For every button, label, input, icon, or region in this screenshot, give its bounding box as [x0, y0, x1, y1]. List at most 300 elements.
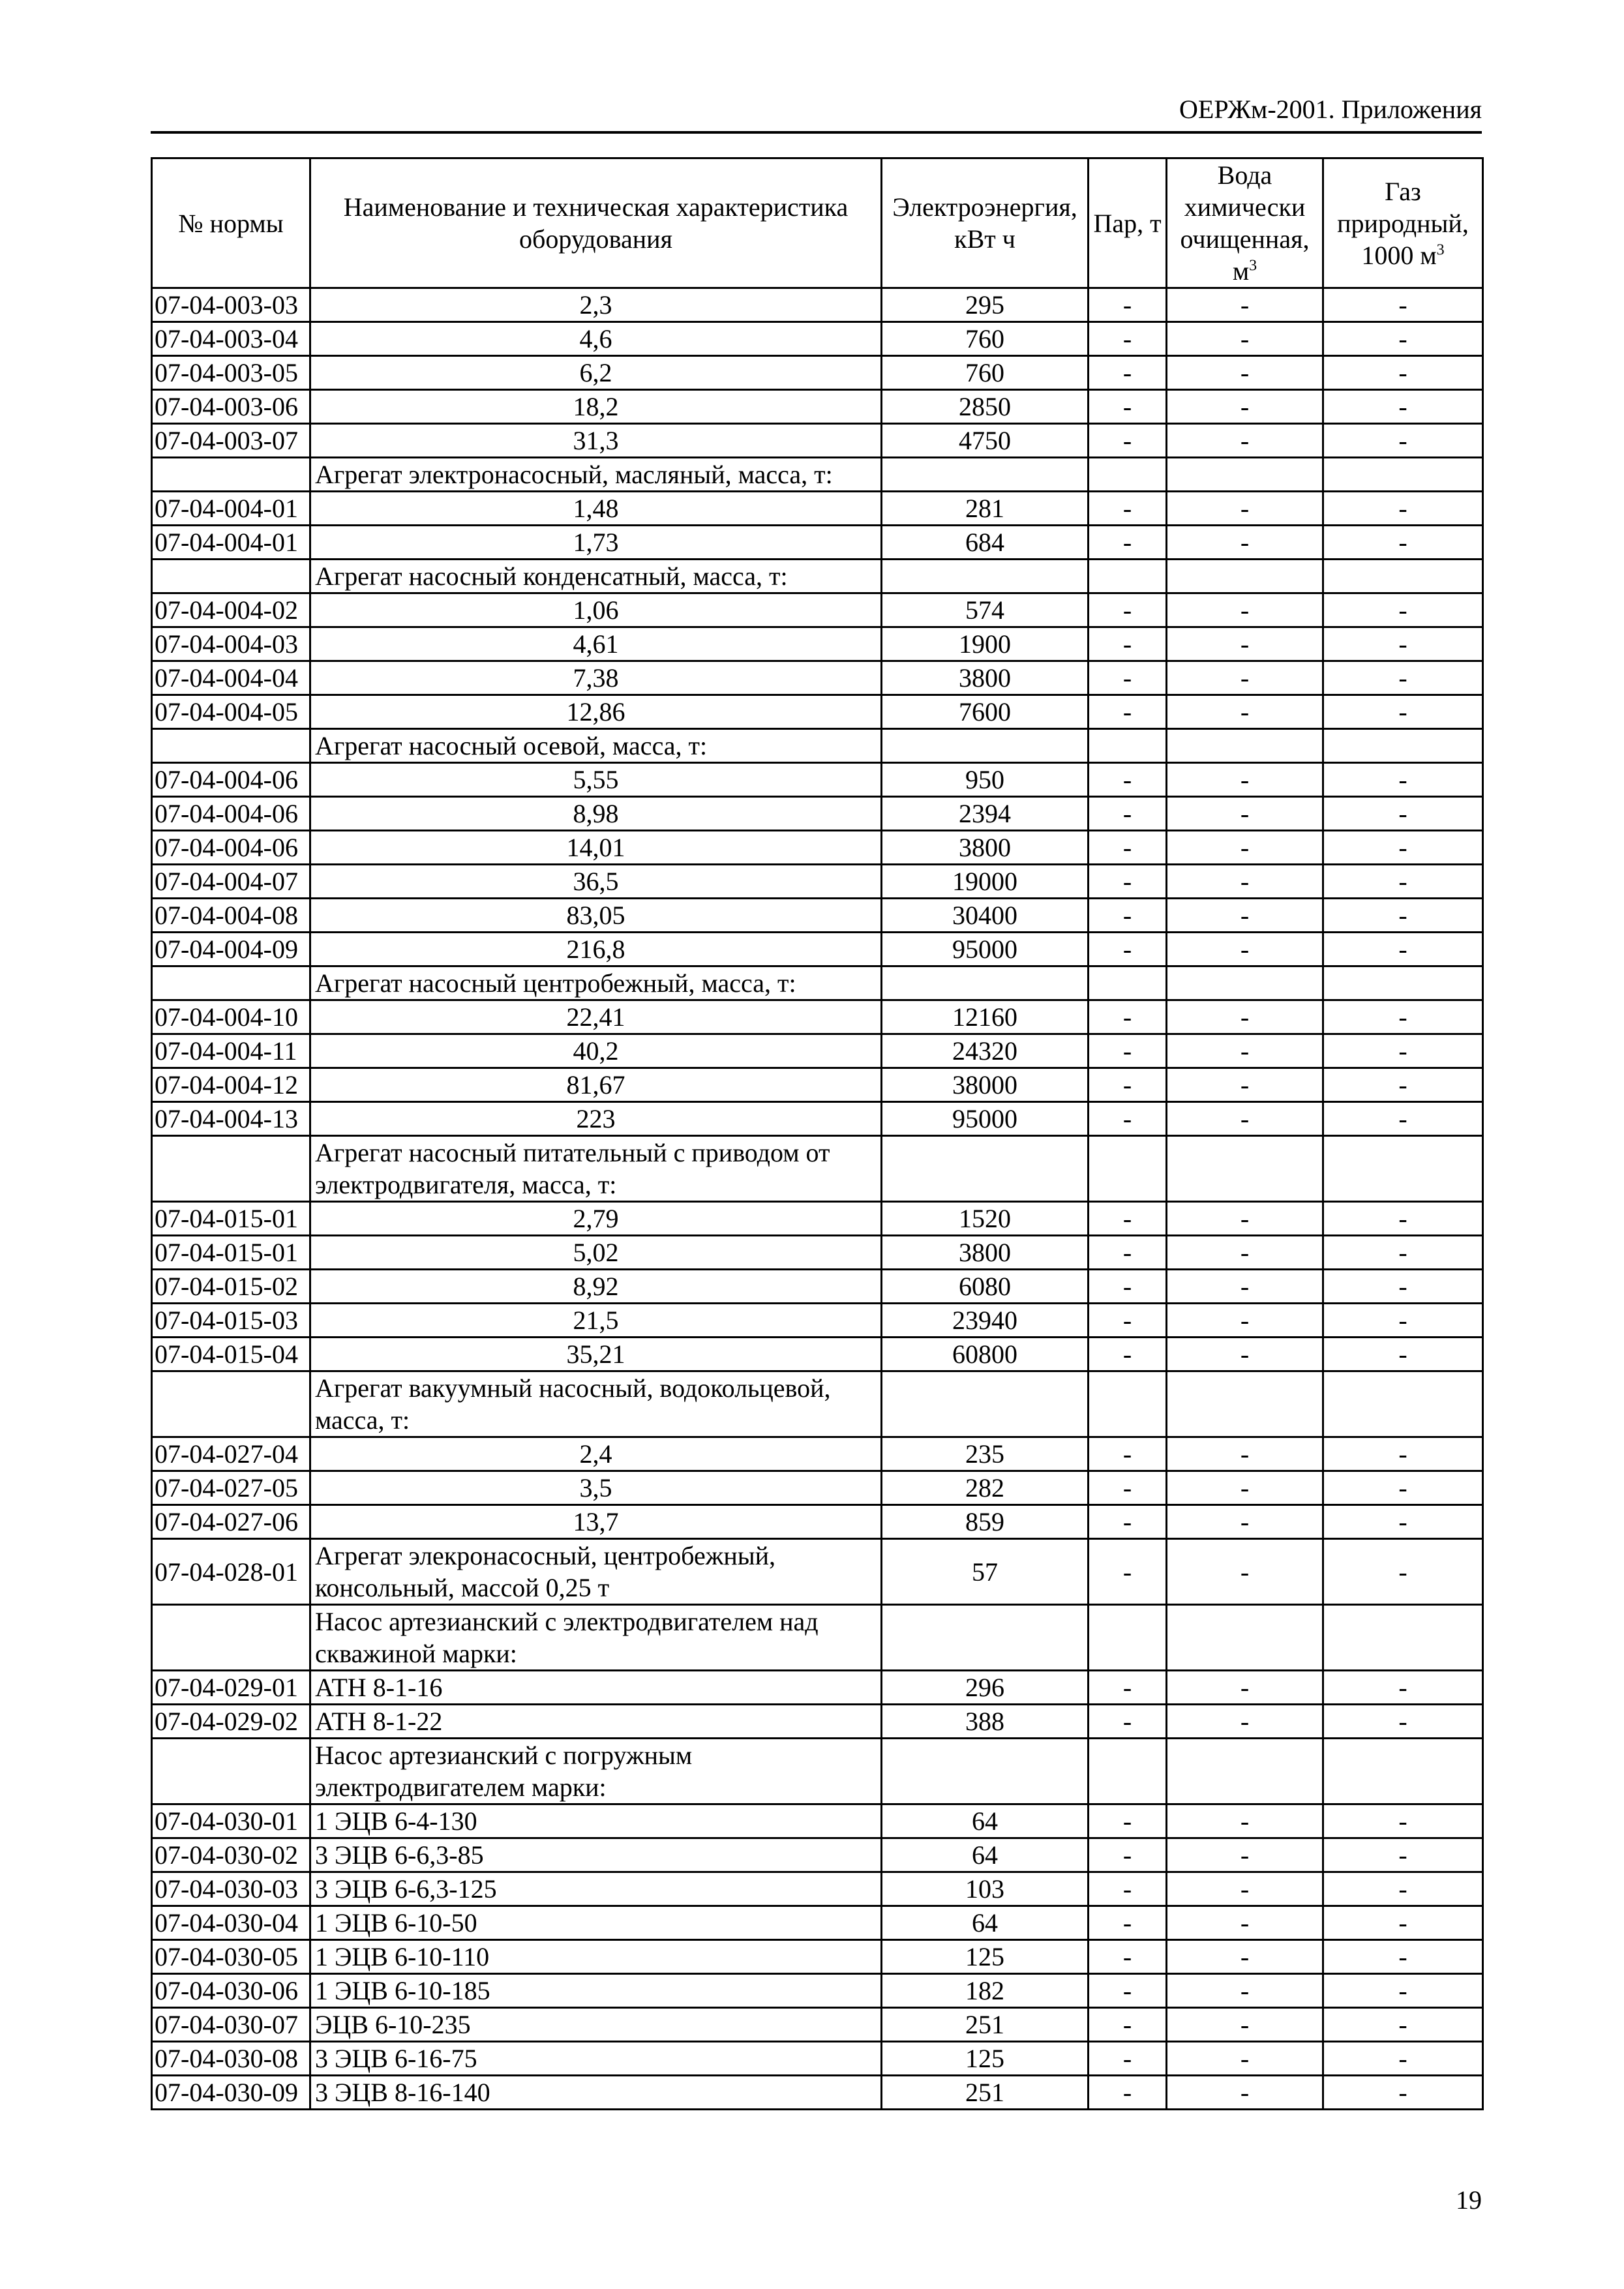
- table-row: [152, 899, 1483, 933]
- cell-steam: -: [1089, 1068, 1167, 1102]
- cell-code: 07-04-004-03: [152, 627, 310, 661]
- cell-gas: -: [1323, 1705, 1483, 1739]
- cell-water: [1167, 1605, 1323, 1671]
- col-header-water: Вода химически очищенная, $м^3$: [1167, 158, 1323, 288]
- cell-steam: -: [1089, 627, 1167, 661]
- cell-electricity: 3800: [882, 661, 1089, 695]
- table-row: [152, 1872, 1483, 1906]
- cell-water: -: [1167, 492, 1323, 526]
- cell-code: 07-04-003-03: [152, 288, 310, 322]
- cell-water: -: [1167, 1471, 1323, 1505]
- table-row: [152, 627, 1483, 661]
- cell-electricity: [882, 729, 1089, 763]
- cell-gas: [1323, 1136, 1483, 1202]
- cell-gas: -: [1323, 1872, 1483, 1906]
- cell-name: Насос артезианский с электродвигателем над скважиной марки:: [310, 1605, 882, 1671]
- cell-electricity: 7600: [882, 695, 1089, 729]
- cell-name: 3 ЭЦВ 6-16-75: [310, 2042, 882, 2076]
- cell-electricity: 282: [882, 1471, 1089, 1505]
- cell-water: -: [1167, 1068, 1323, 1102]
- cell-water: -: [1167, 933, 1323, 966]
- cell-electricity: 38000: [882, 1068, 1089, 1102]
- cell-code: 07-04-015-01: [152, 1236, 310, 1270]
- table-row: [152, 526, 1483, 560]
- cell-gas: -: [1323, 492, 1483, 526]
- cell-code: 07-04-004-09: [152, 933, 310, 966]
- cell-electricity: 64: [882, 1906, 1089, 1940]
- cell-electricity: 6080: [882, 1270, 1089, 1304]
- cell-steam: -: [1089, 933, 1167, 966]
- cell-steam: -: [1089, 899, 1167, 933]
- cell-water: -: [1167, 831, 1323, 865]
- cell-code: 07-04-030-01: [152, 1804, 310, 1838]
- table-row: [152, 1034, 1483, 1068]
- cell-electricity: 574: [882, 593, 1089, 627]
- cell-steam: -: [1089, 390, 1167, 424]
- table-row: [152, 390, 1483, 424]
- cell-gas: -: [1323, 865, 1483, 899]
- cell-gas: -: [1323, 2076, 1483, 2110]
- cell-electricity: 859: [882, 1505, 1089, 1539]
- cell-electricity: 251: [882, 2008, 1089, 2042]
- cell-water: -: [1167, 865, 1323, 899]
- cell-steam: -: [1089, 2008, 1167, 2042]
- cell-gas: -: [1323, 1906, 1483, 1940]
- table-row: [152, 492, 1483, 526]
- cell-gas: -: [1323, 763, 1483, 797]
- table-row: [152, 695, 1483, 729]
- table-row: [152, 424, 1483, 458]
- cell-code: 07-04-004-07: [152, 865, 310, 899]
- cell-steam: -: [1089, 1270, 1167, 1304]
- cell-code: 07-04-004-12: [152, 1068, 310, 1102]
- cell-steam: [1089, 560, 1167, 593]
- cell-gas: [1323, 560, 1483, 593]
- cell-steam: -: [1089, 593, 1167, 627]
- cell-code: 07-04-004-13: [152, 1102, 310, 1136]
- cell-name: 12,86: [310, 695, 882, 729]
- cell-name: 5,55: [310, 763, 882, 797]
- cell-water: -: [1167, 424, 1323, 458]
- cell-code: [152, 729, 310, 763]
- table-row: [152, 593, 1483, 627]
- cell-electricity: 684: [882, 526, 1089, 560]
- cell-electricity: 2850: [882, 390, 1089, 424]
- cell-code: 07-04-030-05: [152, 1940, 310, 1974]
- cell-water: -: [1167, 1304, 1323, 1338]
- cell-gas: -: [1323, 695, 1483, 729]
- cell-steam: -: [1089, 1804, 1167, 1838]
- cell-gas: -: [1323, 1974, 1483, 2008]
- cell-name: Агрегат электронасосный, масляный, масса, т:: [310, 458, 882, 492]
- cell-water: -: [1167, 1671, 1323, 1705]
- cell-code: 07-04-004-05: [152, 695, 310, 729]
- cell-steam: -: [1089, 2076, 1167, 2110]
- cell-gas: -: [1323, 2008, 1483, 2042]
- cell-code: 07-04-029-02: [152, 1705, 310, 1739]
- cell-steam: [1089, 1605, 1167, 1671]
- cell-water: -: [1167, 1000, 1323, 1034]
- cell-name: 13,7: [310, 1505, 882, 1539]
- cell-name: Агрегат насосный конденсатный, масса, т:: [310, 560, 882, 593]
- cell-steam: -: [1089, 1000, 1167, 1034]
- cell-name: Агрегат элекронасосный, центробежный, консольный, массой 0,25 т: [310, 1539, 882, 1605]
- cell-code: 07-04-030-03: [152, 1872, 310, 1906]
- cell-steam: -: [1089, 1705, 1167, 1739]
- cell-code: [152, 1136, 310, 1202]
- cell-electricity: 235: [882, 1437, 1089, 1471]
- cell-steam: [1089, 1739, 1167, 1804]
- cell-electricity: 4750: [882, 424, 1089, 458]
- cell-water: -: [1167, 1437, 1323, 1471]
- cell-steam: -: [1089, 492, 1167, 526]
- cell-electricity: 95000: [882, 1102, 1089, 1136]
- cell-water: -: [1167, 1202, 1323, 1236]
- table-row: [152, 763, 1483, 797]
- cell-code: 07-04-004-11: [152, 1034, 310, 1068]
- table-row: [152, 2042, 1483, 2076]
- cell-gas: -: [1323, 1940, 1483, 1974]
- cell-gas: -: [1323, 526, 1483, 560]
- cell-steam: -: [1089, 831, 1167, 865]
- cell-gas: -: [1323, 390, 1483, 424]
- table-group-row: [152, 1739, 1483, 1804]
- cell-code: 07-04-015-01: [152, 1202, 310, 1236]
- cell-code: 07-04-015-04: [152, 1338, 310, 1371]
- table-row: [152, 1270, 1483, 1304]
- cell-code: 07-04-004-08: [152, 899, 310, 933]
- cell-steam: -: [1089, 1906, 1167, 1940]
- cell-water: -: [1167, 1034, 1323, 1068]
- table-group-row: [152, 1371, 1483, 1437]
- table-group-row: [152, 560, 1483, 593]
- cell-name: 31,3: [310, 424, 882, 458]
- cell-name: 36,5: [310, 865, 882, 899]
- cell-water: -: [1167, 695, 1323, 729]
- cell-steam: -: [1089, 1034, 1167, 1068]
- cell-electricity: 125: [882, 2042, 1089, 2076]
- cell-code: [152, 560, 310, 593]
- cell-name: 6,2: [310, 356, 882, 390]
- cell-name: 21,5: [310, 1304, 882, 1338]
- cell-electricity: 2394: [882, 797, 1089, 831]
- cell-code: [152, 458, 310, 492]
- cell-electricity: 23940: [882, 1304, 1089, 1338]
- cell-gas: -: [1323, 2042, 1483, 2076]
- cell-water: -: [1167, 1838, 1323, 1872]
- cell-steam: -: [1089, 424, 1167, 458]
- cell-water: -: [1167, 1974, 1323, 2008]
- cell-name: 14,01: [310, 831, 882, 865]
- cell-steam: -: [1089, 356, 1167, 390]
- cell-electricity: 251: [882, 2076, 1089, 2110]
- table-row: [152, 1236, 1483, 1270]
- cell-water: -: [1167, 1906, 1323, 1940]
- cell-water: [1167, 1739, 1323, 1804]
- cell-steam: -: [1089, 1471, 1167, 1505]
- table-row: [152, 356, 1483, 390]
- table-row: [152, 1705, 1483, 1739]
- cell-electricity: 30400: [882, 899, 1089, 933]
- cell-name: 1 ЭЦВ 6-10-50: [310, 1906, 882, 1940]
- cell-electricity: 1520: [882, 1202, 1089, 1236]
- cell-water: -: [1167, 526, 1323, 560]
- table-row: [152, 1974, 1483, 2008]
- cell-gas: -: [1323, 356, 1483, 390]
- table-row: [152, 1940, 1483, 1974]
- cell-water: -: [1167, 1236, 1323, 1270]
- cell-electricity: 3800: [882, 831, 1089, 865]
- cell-name: 35,21: [310, 1338, 882, 1371]
- cell-name: Агрегат насосный осевой, масса, т:: [310, 729, 882, 763]
- cell-water: -: [1167, 899, 1323, 933]
- cell-name: Агрегат насосный центробежный, масса, т:: [310, 966, 882, 1000]
- cell-code: 07-04-004-01: [152, 492, 310, 526]
- cell-steam: -: [1089, 1505, 1167, 1539]
- cell-water: -: [1167, 1505, 1323, 1539]
- cell-water: [1167, 729, 1323, 763]
- cell-code: 07-04-029-01: [152, 1671, 310, 1705]
- col-header-name: Наименование и техническая характеристика оборудования: [310, 158, 882, 288]
- cell-code: 07-04-015-03: [152, 1304, 310, 1338]
- cell-gas: [1323, 966, 1483, 1000]
- cell-code: 07-04-030-06: [152, 1974, 310, 2008]
- cell-electricity: 281: [882, 492, 1089, 526]
- cell-code: 07-04-003-07: [152, 424, 310, 458]
- cell-gas: -: [1323, 1505, 1483, 1539]
- cell-code: 07-04-030-02: [152, 1838, 310, 1872]
- cell-electricity: 57: [882, 1539, 1089, 1605]
- table-group-row: [152, 458, 1483, 492]
- cell-water: -: [1167, 390, 1323, 424]
- cell-code: 07-04-030-08: [152, 2042, 310, 2076]
- cell-electricity: 760: [882, 356, 1089, 390]
- cell-electricity: 760: [882, 322, 1089, 356]
- cell-name: 2,3: [310, 288, 882, 322]
- cell-gas: -: [1323, 797, 1483, 831]
- cell-name: 22,41: [310, 1000, 882, 1034]
- cell-water: -: [1167, 2042, 1323, 2076]
- table-body: [152, 288, 1483, 2110]
- cell-gas: -: [1323, 1471, 1483, 1505]
- cell-steam: -: [1089, 1872, 1167, 1906]
- cell-steam: [1089, 729, 1167, 763]
- cell-steam: -: [1089, 1202, 1167, 1236]
- cell-code: 07-04-004-06: [152, 797, 310, 831]
- cell-name: 3,5: [310, 1471, 882, 1505]
- cell-water: -: [1167, 288, 1323, 322]
- cell-electricity: 64: [882, 1838, 1089, 1872]
- cell-code: 07-04-027-04: [152, 1437, 310, 1471]
- cell-water: [1167, 966, 1323, 1000]
- cell-name: 81,67: [310, 1068, 882, 1102]
- cell-water: -: [1167, 2076, 1323, 2110]
- cell-steam: [1089, 966, 1167, 1000]
- cell-code: 07-04-004-06: [152, 763, 310, 797]
- cell-electricity: 64: [882, 1804, 1089, 1838]
- cell-gas: -: [1323, 627, 1483, 661]
- cell-code: 07-04-003-06: [152, 390, 310, 424]
- cell-water: -: [1167, 1270, 1323, 1304]
- table-row: [152, 831, 1483, 865]
- cell-gas: -: [1323, 593, 1483, 627]
- cell-name: АТН 8-1-16: [310, 1671, 882, 1705]
- cell-name: 1 ЭЦВ 6-10-185: [310, 1974, 882, 2008]
- header-rule: [151, 131, 1482, 134]
- cell-water: -: [1167, 1940, 1323, 1974]
- cell-steam: -: [1089, 1974, 1167, 2008]
- cell-electricity: 125: [882, 1940, 1089, 1974]
- cell-gas: -: [1323, 1437, 1483, 1471]
- cell-name: 216,8: [310, 933, 882, 966]
- cell-name: ЭЦВ 6-10-235: [310, 2008, 882, 2042]
- cell-name: 1 ЭЦВ 6-10-110: [310, 1940, 882, 1974]
- cell-gas: -: [1323, 288, 1483, 322]
- cell-water: -: [1167, 1102, 1323, 1136]
- cell-name: 3 ЭЦВ 8-16-140: [310, 2076, 882, 2110]
- cell-name: 4,61: [310, 627, 882, 661]
- cell-gas: -: [1323, 424, 1483, 458]
- cell-water: -: [1167, 627, 1323, 661]
- col-header-electricity: Электроэнергия, кВт ч: [882, 158, 1089, 288]
- cell-gas: -: [1323, 1102, 1483, 1136]
- cell-code: 07-04-004-06: [152, 831, 310, 865]
- cell-steam: -: [1089, 526, 1167, 560]
- table-row: [152, 2076, 1483, 2110]
- cell-electricity: 95000: [882, 933, 1089, 966]
- cell-steam: -: [1089, 797, 1167, 831]
- cell-electricity: 3800: [882, 1236, 1089, 1270]
- col-header-steam: Пар, т: [1089, 158, 1167, 288]
- table-row: [152, 2008, 1483, 2042]
- table-group-row: [152, 1136, 1483, 1202]
- cell-electricity: 950: [882, 763, 1089, 797]
- cell-electricity: [882, 1739, 1089, 1804]
- cell-gas: -: [1323, 1270, 1483, 1304]
- table-row: [152, 661, 1483, 695]
- cell-name: Насос артезианский с погружным электродвигателем марки:: [310, 1739, 882, 1804]
- table-row: [152, 865, 1483, 899]
- cell-electricity: 60800: [882, 1338, 1089, 1371]
- cell-name: 2,79: [310, 1202, 882, 1236]
- table-group-row: [152, 1605, 1483, 1671]
- table-row: [152, 1068, 1483, 1102]
- cell-code: 07-04-015-02: [152, 1270, 310, 1304]
- cell-water: -: [1167, 2008, 1323, 2042]
- cell-name: 1,06: [310, 593, 882, 627]
- cell-gas: -: [1323, 831, 1483, 865]
- cell-steam: -: [1089, 661, 1167, 695]
- cell-electricity: 24320: [882, 1034, 1089, 1068]
- cell-gas: -: [1323, 933, 1483, 966]
- cell-name: 8,98: [310, 797, 882, 831]
- norms-table: [151, 157, 1484, 2110]
- cell-water: -: [1167, 763, 1323, 797]
- cell-water: -: [1167, 1338, 1323, 1371]
- cell-gas: -: [1323, 1000, 1483, 1034]
- col-header-code: № нормы: [152, 158, 310, 288]
- cell-name: 223: [310, 1102, 882, 1136]
- cell-electricity: [882, 458, 1089, 492]
- table-row: [152, 288, 1483, 322]
- cell-electricity: [882, 1605, 1089, 1671]
- cell-name: 7,38: [310, 661, 882, 695]
- cell-electricity: 295: [882, 288, 1089, 322]
- table-row: [152, 1000, 1483, 1034]
- cell-water: -: [1167, 356, 1323, 390]
- cell-name: 1,48: [310, 492, 882, 526]
- table-group-row: [152, 729, 1483, 763]
- cell-gas: -: [1323, 1671, 1483, 1705]
- cell-gas: [1323, 1605, 1483, 1671]
- cell-code: [152, 1371, 310, 1437]
- cell-code: 07-04-028-01: [152, 1539, 310, 1605]
- cell-gas: -: [1323, 322, 1483, 356]
- cell-water: -: [1167, 593, 1323, 627]
- cell-name: 3 ЭЦВ 6-6,3-85: [310, 1838, 882, 1872]
- cell-gas: -: [1323, 1838, 1483, 1872]
- table-row: [152, 1102, 1483, 1136]
- cell-code: 07-04-004-10: [152, 1000, 310, 1034]
- cell-gas: [1323, 458, 1483, 492]
- cell-code: 07-04-003-04: [152, 322, 310, 356]
- cell-name: 1,73: [310, 526, 882, 560]
- cell-steam: -: [1089, 322, 1167, 356]
- running-header-title: ОЕРЖм-2001. Приложения: [1179, 95, 1482, 124]
- cell-code: 07-04-030-04: [152, 1906, 310, 1940]
- cell-name: 18,2: [310, 390, 882, 424]
- cell-gas: -: [1323, 899, 1483, 933]
- cell-gas: -: [1323, 1804, 1483, 1838]
- cell-electricity: 1900: [882, 627, 1089, 661]
- table-row: [152, 1671, 1483, 1705]
- cell-steam: [1089, 1371, 1167, 1437]
- cell-gas: [1323, 1739, 1483, 1804]
- cell-electricity: [882, 1136, 1089, 1202]
- cell-steam: -: [1089, 2042, 1167, 2076]
- cell-steam: -: [1089, 1236, 1167, 1270]
- cell-code: 07-04-003-05: [152, 356, 310, 390]
- cell-water: [1167, 1371, 1323, 1437]
- cell-electricity: [882, 560, 1089, 593]
- cell-name: 8,92: [310, 1270, 882, 1304]
- cell-water: [1167, 560, 1323, 593]
- cell-electricity: 296: [882, 1671, 1089, 1705]
- cell-steam: -: [1089, 1539, 1167, 1605]
- cell-gas: -: [1323, 1068, 1483, 1102]
- cell-code: 07-04-030-07: [152, 2008, 310, 2042]
- table-row: [152, 1202, 1483, 1236]
- cell-code: [152, 1739, 310, 1804]
- cell-code: 07-04-030-09: [152, 2076, 310, 2110]
- cell-steam: -: [1089, 288, 1167, 322]
- cell-name: 4,6: [310, 322, 882, 356]
- cell-gas: -: [1323, 1034, 1483, 1068]
- cell-steam: -: [1089, 1940, 1167, 1974]
- cell-code: [152, 966, 310, 1000]
- cell-name: Агрегат вакуумный насосный, водокольцевой, масса, т:: [310, 1371, 882, 1437]
- cell-steam: -: [1089, 1102, 1167, 1136]
- cell-water: -: [1167, 1539, 1323, 1605]
- col-header-gas: Газ природный, 1000 $м^3$: [1323, 158, 1483, 288]
- cell-code: 07-04-004-02: [152, 593, 310, 627]
- table-row: [152, 1804, 1483, 1838]
- cell-water: -: [1167, 1705, 1323, 1739]
- cell-name: 83,05: [310, 899, 882, 933]
- cell-electricity: [882, 1371, 1089, 1437]
- cell-name: 2,4: [310, 1437, 882, 1471]
- cell-steam: [1089, 458, 1167, 492]
